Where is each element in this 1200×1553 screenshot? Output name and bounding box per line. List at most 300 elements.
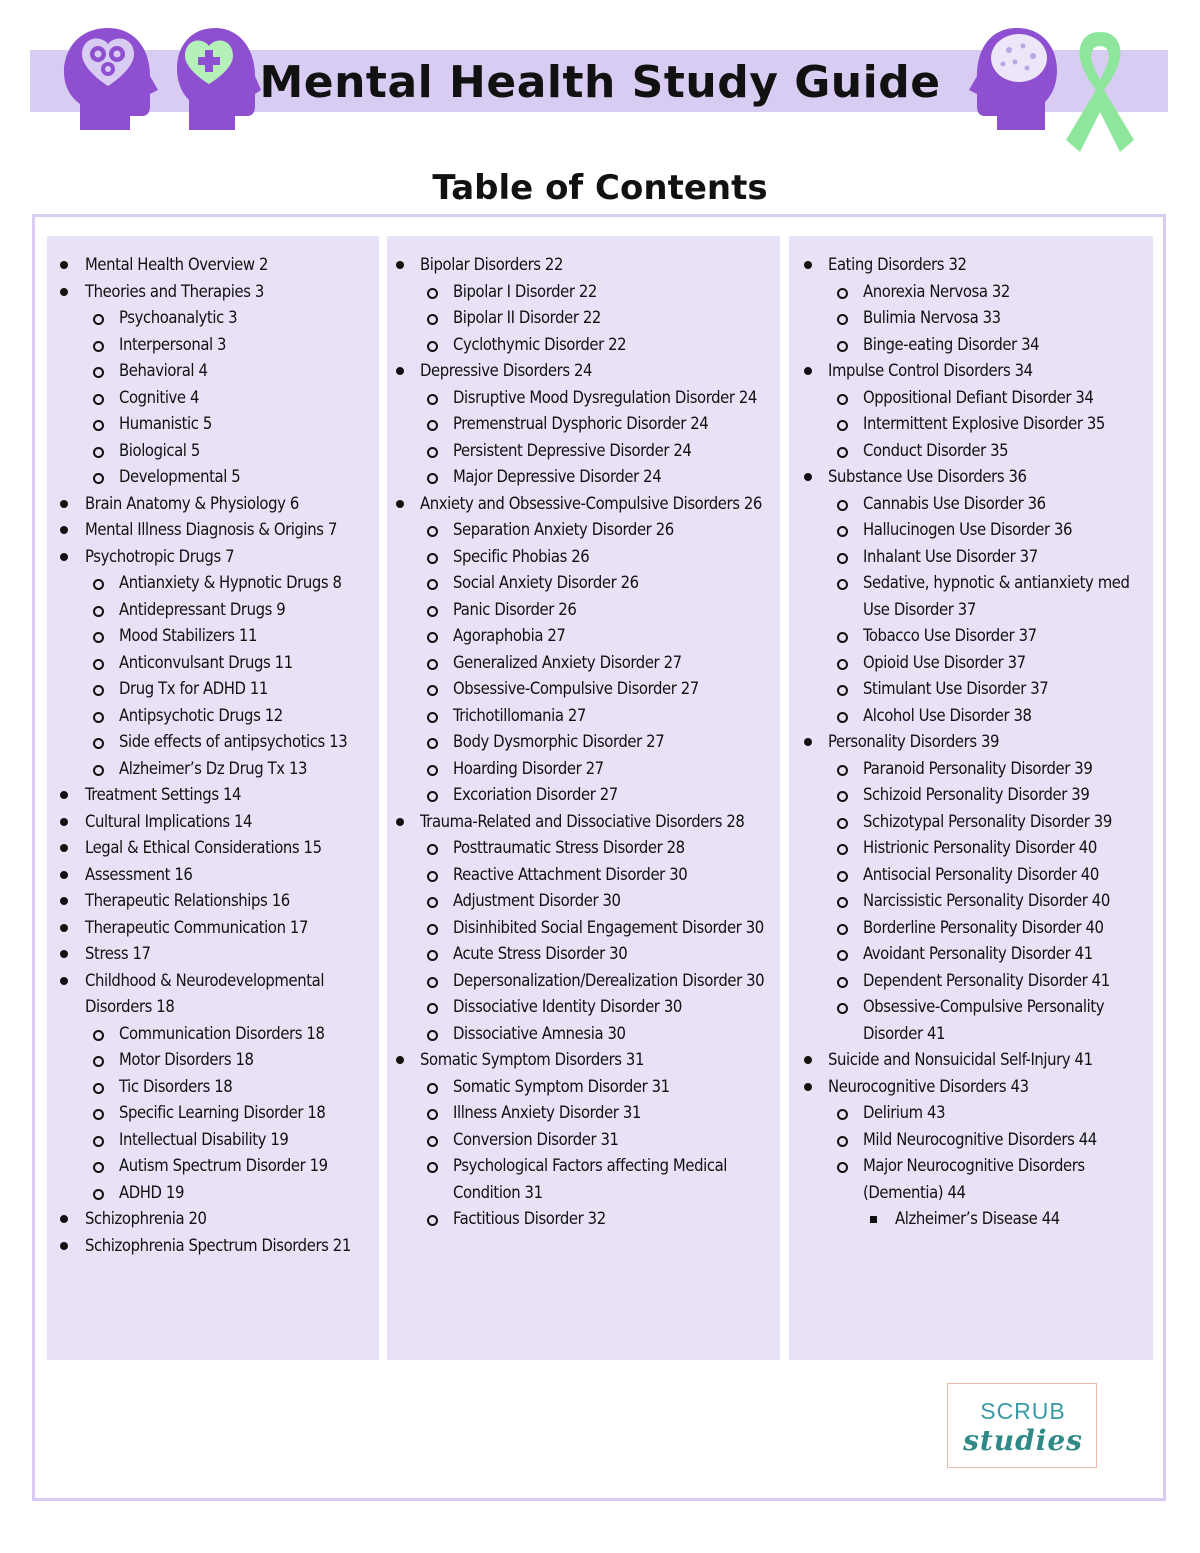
toc-item	[47, 570, 379, 597]
bullet-circle-icon	[427, 738, 438, 749]
toc-item	[387, 411, 780, 438]
toc-item	[789, 968, 1153, 995]
bullet-circle-icon	[427, 1083, 438, 1094]
toc-item-text: Dissociative Identity Disorder 30	[453, 997, 682, 1016]
toc-item-text: Antidepressant Drugs 9	[119, 599, 286, 619]
bullet-circle-icon	[93, 367, 104, 378]
toc-item	[387, 623, 780, 650]
toc-item-text: Avoidant Personality Disorder 41	[863, 944, 1093, 963]
bullet-disc-icon	[60, 500, 68, 508]
bullet-circle-icon	[93, 738, 104, 749]
toc-item	[387, 782, 780, 809]
toc-item-text: Excoriation Disorder 27	[453, 785, 618, 804]
toc-item-text: Paranoid Personality Disorder 39	[863, 758, 1093, 778]
toc-item	[789, 703, 1153, 730]
toc-item-text: Panic Disorder 26	[453, 599, 577, 619]
toc-item	[789, 756, 1153, 783]
bullet-circle-icon	[427, 526, 438, 537]
toc-item-text: ADHD 19	[119, 1182, 184, 1202]
toc-item-text: Anticonvulsant Drugs 11	[119, 652, 293, 672]
toc-item	[387, 438, 780, 465]
toc-item	[387, 464, 780, 491]
bullet-circle-icon	[427, 844, 438, 855]
toc-item-text: Brain Anatomy & Physiology 6	[85, 493, 299, 513]
toc-item	[47, 544, 379, 571]
bullet-disc-icon	[60, 818, 68, 826]
bullet-disc-icon	[804, 738, 812, 746]
bullet-circle-icon	[93, 1056, 104, 1067]
toc-item	[47, 623, 379, 650]
toc-column-1	[47, 236, 379, 1360]
toc-item	[789, 438, 1153, 465]
toc-item-text: Specific Phobias 26	[453, 546, 590, 566]
bullet-disc-icon	[804, 473, 812, 481]
bullet-circle-icon	[837, 871, 848, 882]
bullet-disc-icon	[60, 526, 68, 534]
toc-item-text: Neurocognitive Disorders 43	[828, 1076, 1029, 1096]
bullet-circle-icon	[93, 606, 104, 617]
bullet-circle-icon	[837, 897, 848, 908]
toc-item	[789, 279, 1153, 306]
toc-item	[789, 1100, 1153, 1127]
toc-item-text: Developmental 5	[119, 467, 241, 486]
toc-item	[47, 1074, 379, 1101]
toc-item	[47, 1100, 379, 1127]
bullet-circle-icon	[427, 685, 438, 696]
bullet-circle-icon	[427, 341, 438, 352]
bullet-circle-icon	[427, 712, 438, 723]
bullet-circle-icon	[93, 765, 104, 776]
toc-item-text: Assessment 16	[85, 864, 193, 884]
toc-item-text: Drug Tx for ADHD 11	[119, 679, 268, 698]
toc-item-text: Mood Stabilizers 11	[119, 626, 258, 645]
bullet-circle-icon	[427, 394, 438, 405]
toc-item-text: Dissociative Amnesia 30	[453, 1023, 626, 1043]
page-title: Mental Health Study Guide	[259, 57, 941, 108]
toc-column-2	[387, 236, 780, 1360]
toc-item-text: Therapeutic Relationships 16	[85, 891, 290, 910]
head-medical-cross-icon	[173, 24, 261, 134]
bullet-circle-icon	[427, 1136, 438, 1147]
toc-item	[387, 332, 780, 359]
bullet-circle-icon	[427, 632, 438, 643]
toc-item-text: Generalized Anxiety Disorder 27	[453, 652, 682, 672]
bullet-circle-icon	[427, 977, 438, 988]
toc-item-text: Delirium 43	[863, 1103, 946, 1122]
bullet-circle-icon	[837, 924, 848, 935]
toc-item	[387, 1021, 780, 1048]
toc-item-text: Body Dysmorphic Disorder 27	[453, 732, 665, 751]
toc-item	[387, 968, 780, 995]
toc-item-text: Disinhibited Social Engagement Disorder 30	[453, 917, 764, 937]
toc-item-text: Mental Health Overview 2	[85, 255, 269, 274]
toc-item	[789, 1127, 1153, 1154]
toc-item	[387, 862, 780, 889]
toc-item-text: Adjustment Disorder 30	[453, 891, 621, 910]
toc-item	[789, 411, 1153, 438]
toc-item-text: Persistent Depressive Disorder 24	[453, 440, 692, 460]
toc-item-text: Communication Disorders 18	[119, 1023, 325, 1043]
toc-item	[47, 676, 379, 703]
toc-item-text: Opioid Use Disorder 37	[863, 652, 1026, 672]
bullet-circle-icon	[427, 1030, 438, 1041]
toc-item-text: Behavioral 4	[119, 361, 208, 380]
toc-item-text: Disruptive Mood Dysregulation Disorder 24	[453, 387, 757, 407]
bullet-circle-icon	[427, 473, 438, 484]
toc-item-text: Interpersonal 3	[119, 334, 227, 354]
toc-item-text: Obsessive-Compulsive Disorder 27	[453, 679, 699, 698]
toc-item-text: Humanistic 5	[119, 414, 212, 433]
toc-item	[789, 809, 1153, 836]
toc-item-text: Schizoid Personality Disorder 39	[863, 785, 1090, 804]
toc-item	[47, 650, 379, 677]
toc-item-text: Childhood & Neurodevelopmental Disorders 18	[85, 970, 325, 1016]
toc-item-text: Somatic Symptom Disorder 31	[453, 1076, 670, 1096]
toc-item	[47, 305, 379, 332]
toc-item-text: Depressive Disorders 24	[420, 361, 593, 380]
toc-item-text: Schizophrenia Spectrum Disorders 21	[85, 1235, 351, 1255]
bullet-circle-icon	[837, 341, 848, 352]
bullet-circle-icon	[837, 394, 848, 405]
toc-item	[387, 1074, 780, 1101]
toc-item	[387, 1206, 780, 1233]
toc-item	[47, 597, 379, 624]
bullet-disc-icon	[804, 1056, 812, 1064]
bullet-disc-icon	[804, 367, 812, 375]
bullet-disc-icon	[804, 261, 812, 269]
logo-scrub-text: SCRUB	[980, 1398, 1066, 1424]
toc-item-text: Antianxiety & Hypnotic Drugs 8	[119, 573, 342, 592]
toc-item	[387, 305, 780, 332]
bullet-disc-icon	[60, 261, 68, 269]
toc-item-text: Specific Learning Disorder 18	[119, 1103, 326, 1122]
awareness-ribbon-icon	[1058, 24, 1142, 156]
bullet-circle-icon	[837, 1003, 848, 1014]
toc-item-text: Anorexia Nervosa 32	[863, 281, 1010, 301]
toc-item	[47, 756, 379, 783]
toc-item	[387, 941, 780, 968]
toc-item	[387, 729, 780, 756]
bullet-circle-icon	[93, 579, 104, 590]
bullet-disc-icon	[396, 261, 404, 269]
toc-item-text: Antisocial Personality Disorder 40	[863, 864, 1099, 884]
toc-item	[47, 491, 379, 518]
bullet-disc-icon	[60, 1242, 68, 1250]
bullet-circle-icon	[427, 420, 438, 431]
toc-item	[789, 888, 1153, 915]
bullet-circle-icon	[427, 871, 438, 882]
toc-item-text: Social Anxiety Disorder 26	[453, 573, 639, 592]
bullet-circle-icon	[93, 447, 104, 458]
toc-item	[47, 782, 379, 809]
bullet-circle-icon	[427, 791, 438, 802]
toc-item-text: Premenstrual Dysphoric Disorder 24	[453, 414, 709, 433]
bullet-circle-icon	[427, 314, 438, 325]
bullet-disc-icon	[60, 1215, 68, 1223]
toc-item	[387, 1100, 780, 1127]
toc-item	[47, 1206, 379, 1233]
bullet-circle-icon	[427, 659, 438, 670]
bullet-disc-icon	[60, 897, 68, 905]
toc-item-text: Illness Anxiety Disorder 31	[453, 1103, 641, 1122]
toc-item	[387, 517, 780, 544]
bullet-circle-icon	[427, 1162, 438, 1173]
toc-item	[387, 1047, 780, 1074]
toc-item	[47, 862, 379, 889]
bullet-circle-icon	[837, 844, 848, 855]
bullet-circle-icon	[837, 765, 848, 776]
toc-item-text: Reactive Attachment Disorder 30	[453, 864, 688, 884]
bullet-circle-icon	[427, 447, 438, 458]
bullet-circle-icon	[93, 632, 104, 643]
toc-item-text: Hoarding Disorder 27	[453, 758, 604, 778]
toc-item-text: Intermittent Explosive Disorder 35	[863, 414, 1105, 433]
toc-item	[47, 809, 379, 836]
toc-item-text: Schizotypal Personality Disorder 39	[863, 811, 1112, 831]
bullet-circle-icon	[837, 950, 848, 961]
head-gears-icon	[60, 24, 160, 134]
toc-item-text: Psychological Factors affecting Medical Condition 31	[453, 1156, 728, 1202]
bullet-circle-icon	[427, 765, 438, 776]
bullet-circle-icon	[427, 288, 438, 299]
toc-item-text: Intellectual Disability 19	[119, 1129, 289, 1149]
toc-item	[789, 994, 1153, 1047]
toc-item	[789, 650, 1153, 677]
toc-item-text: Borderline Personality Disorder 40	[863, 917, 1104, 937]
toc-item	[47, 915, 379, 942]
toc-item-text: Mild Neurocognitive Disorders 44	[863, 1129, 1097, 1149]
toc-item	[47, 438, 379, 465]
bullet-disc-icon	[396, 367, 404, 375]
toc-item	[387, 915, 780, 942]
bullet-disc-icon	[60, 950, 68, 958]
toc-item	[789, 385, 1153, 412]
bullet-circle-icon	[93, 685, 104, 696]
toc-item	[789, 676, 1153, 703]
toc-item-text: Sedative, hypnotic & antianxiety med Use Disorder 37	[863, 573, 1130, 619]
toc-item-text: Therapeutic Communication 17	[85, 917, 308, 937]
bullet-circle-icon	[93, 394, 104, 405]
toc-item-text: Tobacco Use Disorder 37	[863, 626, 1037, 645]
bullet-circle-icon	[837, 632, 848, 643]
bullet-circle-icon	[93, 1083, 104, 1094]
toc-item-text: Major Neurocognitive Disorders (Dementia) 44	[863, 1156, 1085, 1202]
toc-item	[387, 597, 780, 624]
toc-item-text: Factitious Disorder 32	[453, 1209, 606, 1228]
toc-item	[47, 464, 379, 491]
toc-column-3	[789, 236, 1153, 1360]
toc-item	[387, 756, 780, 783]
bullet-disc-icon	[60, 871, 68, 879]
toc-item	[789, 623, 1153, 650]
bullet-circle-icon	[837, 1109, 848, 1120]
toc-item	[387, 809, 780, 836]
toc-item	[387, 703, 780, 730]
toc-item	[387, 358, 780, 385]
bullet-circle-icon	[427, 897, 438, 908]
toc-item	[387, 1127, 780, 1154]
bullet-circle-icon	[93, 1030, 104, 1041]
toc-item	[789, 464, 1153, 491]
toc-item-text: Oppositional Defiant Disorder 34	[863, 387, 1094, 407]
toc-item	[387, 252, 780, 279]
toc-item	[47, 358, 379, 385]
toc-item-text: Stimulant Use Disorder 37	[863, 679, 1049, 698]
toc-item-text: Stress 17	[85, 944, 151, 963]
bullet-circle-icon	[93, 314, 104, 325]
bullet-circle-icon	[427, 1215, 438, 1226]
bullet-circle-icon	[427, 606, 438, 617]
bullet-circle-icon	[837, 685, 848, 696]
toc-item	[47, 411, 379, 438]
bullet-circle-icon	[427, 579, 438, 590]
bullet-circle-icon	[93, 341, 104, 352]
toc-item-text: Theories and Therapies 3	[85, 281, 264, 301]
toc-item-text: Cannabis Use Disorder 36	[863, 493, 1046, 513]
toc-item	[789, 729, 1153, 756]
scrub-studies-logo	[947, 1383, 1097, 1468]
toc-item	[47, 1021, 379, 1048]
toc-item	[387, 491, 780, 518]
toc-item-text: Alzheimer’s Dz Drug Tx 13	[119, 758, 308, 778]
toc-item	[47, 385, 379, 412]
toc-item-text: Impulse Control Disorders 34	[828, 361, 1033, 380]
toc-item-text: Treatment Settings 14	[85, 785, 242, 804]
toc-item-text: Bipolar Disorders 22	[420, 255, 564, 274]
bullet-circle-icon	[837, 526, 848, 537]
toc-item-text: Motor Disorders 18	[119, 1050, 254, 1069]
toc-item-text: Hallucinogen Use Disorder 36	[863, 520, 1073, 539]
toc-item	[387, 888, 780, 915]
toc-item-text: Conversion Disorder 31	[453, 1129, 619, 1149]
toc-item	[789, 1074, 1153, 1101]
bullet-circle-icon	[93, 1109, 104, 1120]
bullet-disc-icon	[60, 844, 68, 852]
toc-item-text: Somatic Symptom Disorders 31	[420, 1050, 645, 1069]
toc-item-text: Schizophrenia 20	[85, 1209, 207, 1228]
bullet-disc-icon	[804, 1083, 812, 1091]
bullet-circle-icon	[93, 1162, 104, 1173]
toc-item-text: Biological 5	[119, 440, 200, 460]
toc-item-text: Tic Disorders 18	[119, 1076, 233, 1096]
bullet-square-icon	[870, 1216, 877, 1223]
toc-item-text: Inhalant Use Disorder 37	[863, 546, 1038, 566]
bullet-circle-icon	[837, 1162, 848, 1173]
bullet-circle-icon	[837, 1136, 848, 1147]
bullet-circle-icon	[93, 712, 104, 723]
toc-item	[789, 941, 1153, 968]
bullet-circle-icon	[837, 447, 848, 458]
toc-item	[47, 888, 379, 915]
toc-item-text: Bipolar II Disorder 22	[453, 308, 601, 327]
toc-item	[47, 1233, 379, 1260]
toc-item	[387, 676, 780, 703]
toc-item	[789, 1047, 1153, 1074]
toc-item	[789, 835, 1153, 862]
toc-item	[47, 279, 379, 306]
bullet-circle-icon	[93, 473, 104, 484]
toc-item	[47, 252, 379, 279]
bullet-circle-icon	[837, 288, 848, 299]
toc-item-text: Psychotropic Drugs 7	[85, 546, 235, 566]
toc-item	[789, 252, 1153, 279]
toc-item-text: Mental Illness Diagnosis & Origins 7	[85, 520, 337, 539]
bullet-circle-icon	[837, 818, 848, 829]
bullet-circle-icon	[837, 977, 848, 988]
toc-item-text: Bipolar I Disorder 22	[453, 281, 597, 301]
toc-item	[47, 968, 379, 1021]
toc-item-text: Posttraumatic Stress Disorder 28	[453, 838, 685, 857]
toc-item-text: Alcohol Use Disorder 38	[863, 705, 1032, 725]
bullet-disc-icon	[60, 791, 68, 799]
toc-item	[789, 544, 1153, 571]
toc-item-text: Personality Disorders 39	[828, 732, 1000, 751]
toc-item	[387, 385, 780, 412]
bullet-disc-icon	[60, 977, 68, 985]
toc-item-text: Dependent Personality Disorder 41	[863, 970, 1110, 990]
bullet-circle-icon	[837, 314, 848, 325]
toc-item-text: Cognitive 4	[119, 387, 200, 407]
toc-item-text: Histrionic Personality Disorder 40	[863, 838, 1097, 857]
toc-item-text: Eating Disorders 32	[828, 255, 967, 274]
toc-item	[789, 782, 1153, 809]
toc-item	[387, 544, 780, 571]
toc-item	[789, 915, 1153, 942]
bullet-disc-icon	[396, 500, 404, 508]
toc-item	[789, 517, 1153, 544]
toc-item	[789, 862, 1153, 889]
toc-item-text: Side effects of antipsychotics 13	[119, 732, 348, 751]
toc-item-text: Anxiety and Obsessive-Compulsive Disorders 26	[420, 493, 762, 513]
toc-item	[47, 1153, 379, 1180]
bullet-circle-icon	[93, 1136, 104, 1147]
toc-item	[789, 332, 1153, 359]
toc-item-text: Autism Spectrum Disorder 19	[119, 1156, 328, 1175]
toc-item	[789, 1153, 1153, 1206]
toc-item	[387, 994, 780, 1021]
toc-item-text: Agoraphobia 27	[453, 626, 566, 645]
toc-item	[387, 279, 780, 306]
toc-item-text: Trauma-Related and Dissociative Disorders 28	[420, 811, 745, 831]
toc-item-text: Substance Use Disorders 36	[828, 467, 1027, 486]
bullet-circle-icon	[93, 659, 104, 670]
toc-item	[387, 1153, 780, 1206]
toc-item	[387, 570, 780, 597]
toc-item-text: Legal & Ethical Considerations 15	[85, 838, 322, 857]
bullet-disc-icon	[396, 1056, 404, 1064]
toc-item	[47, 517, 379, 544]
toc-item	[47, 941, 379, 968]
bullet-disc-icon	[60, 553, 68, 561]
bullet-disc-icon	[60, 924, 68, 932]
toc-item-text: Acute Stress Disorder 30	[453, 944, 628, 963]
toc-item-text: Cyclothymic Disorder 22	[453, 334, 627, 354]
toc-item	[47, 835, 379, 862]
toc-item-text: Major Depressive Disorder 24	[453, 467, 662, 486]
toc-item-text: Narcissistic Personality Disorder 40	[863, 891, 1110, 910]
toc-item-text: Trichotillomania 27	[453, 705, 586, 725]
bullet-disc-icon	[396, 818, 404, 826]
toc-item-text: Cultural Implications 14	[85, 811, 253, 831]
head-brain-icon	[965, 22, 1061, 134]
bullet-circle-icon	[837, 500, 848, 511]
bullet-circle-icon	[427, 1003, 438, 1014]
toc-item	[789, 491, 1153, 518]
logo-studies-text: studies	[963, 1424, 1083, 1457]
toc-item	[47, 703, 379, 730]
bullet-circle-icon	[837, 659, 848, 670]
toc-item-text: Bulimia Nervosa 33	[863, 308, 1001, 327]
